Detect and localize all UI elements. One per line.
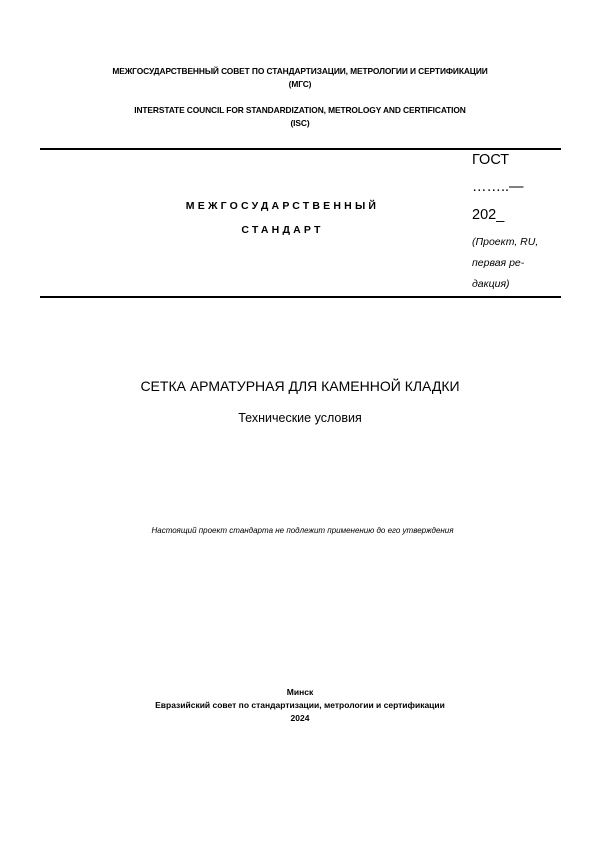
bottom-divider xyxy=(40,296,561,298)
council-name-ru-line1: МЕЖГОСУДАРСТВЕННЫЙ СОВЕТ ПО СТАНДАРТИЗАЦИИ, МЕТРОЛОГИИ И СЕРТИФИКАЦИИ xyxy=(112,66,488,76)
council-abbr-ru: (МГС) xyxy=(288,79,312,89)
approval-notice: Настоящий проект стандарта не подлежит применению до его утверждения xyxy=(151,526,454,535)
top-divider xyxy=(40,148,561,150)
draft-note xyxy=(472,232,557,295)
imprint-year: 2024 xyxy=(290,713,310,723)
standard-kind-line1: МЕЖГОСУДАРСТВЕННЫЙ xyxy=(185,200,380,212)
gost-number: ……..— xyxy=(472,179,524,195)
gost-year: 202_ xyxy=(472,207,505,223)
imprint-publisher: Евразийский совет по стандартизации, метрологии и сертификации xyxy=(155,700,445,710)
document-subtitle: Технические условия xyxy=(238,411,362,425)
draft-note-line3: дакция) xyxy=(472,278,510,290)
draft-note-line2: первая ре- xyxy=(472,257,525,269)
standard-kind-line2: СТАНДАРТ xyxy=(241,224,324,236)
gost-label: ГОСТ xyxy=(472,152,510,168)
draft-note-line1: (Проект, RU, xyxy=(472,236,539,248)
imprint-city: Минск xyxy=(286,687,314,697)
council-name-en-line1: INTERSTATE COUNCIL FOR STANDARDIZATION, METROLOGY AND CERTIFICATION xyxy=(134,105,466,115)
document-title: СЕТКА АРМАТУРНАЯ ДЛЯ КАМЕННОЙ КЛАДКИ xyxy=(140,378,460,394)
council-abbr-en: (ISC) xyxy=(290,118,310,128)
